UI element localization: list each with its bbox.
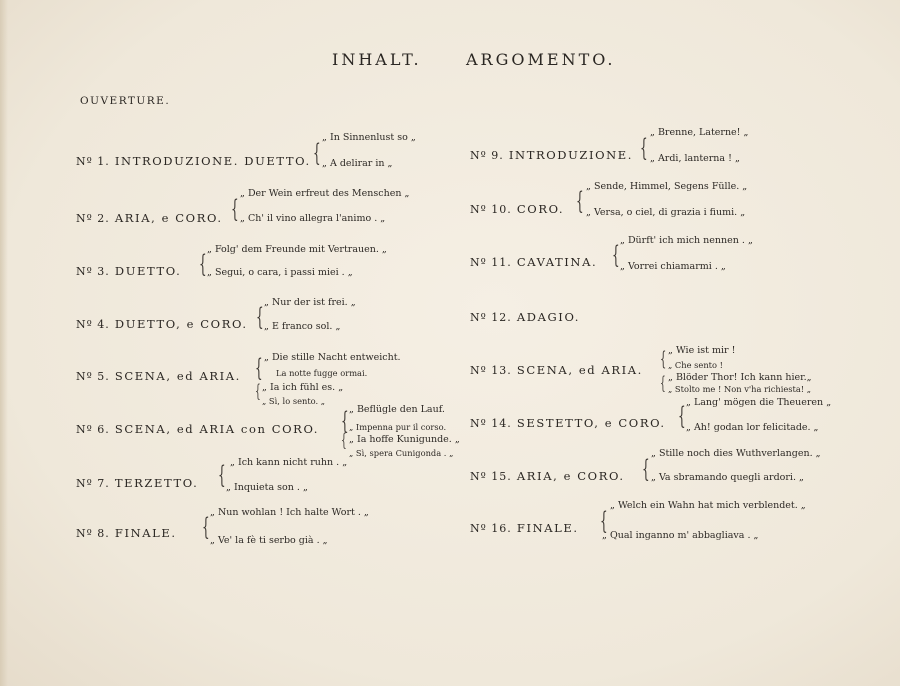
brace-icon: { xyxy=(256,303,264,331)
entry-title: ADAGIO. xyxy=(516,310,581,324)
entry-number: Nº 12. xyxy=(470,311,512,324)
entry-left-6 xyxy=(76,418,319,437)
brace-icon: { xyxy=(231,195,239,223)
brace-icon: { xyxy=(255,381,261,402)
incipit-line: „ Ich kann nicht ruhn . „ xyxy=(230,457,348,468)
entry-title: FINALE. xyxy=(516,521,579,535)
incipit-line: „ E franco sol. „ xyxy=(264,321,341,332)
incipit-line: „ Brenne, Laterne! „ xyxy=(650,127,749,138)
entry-left-3 xyxy=(76,260,181,279)
entry-left-4 xyxy=(76,313,248,332)
entry-right-9 xyxy=(470,144,633,163)
incipit-line: „ Qual inganno m' abbagliava . „ xyxy=(602,530,759,541)
header-inhalt: INHALT. xyxy=(332,50,422,69)
entry-right-10 xyxy=(470,198,564,217)
entry-number: Nº 9. xyxy=(470,149,504,162)
header-argomento: ARGOMENTO. xyxy=(466,50,616,69)
brace-icon: { xyxy=(576,187,584,215)
incipit-line: „ Inquieta son . „ xyxy=(226,482,308,493)
entry-right-16 xyxy=(470,517,579,536)
brace-icon: { xyxy=(313,139,321,167)
incipit-line: „ Segui, o cara, i passi miei . „ xyxy=(207,267,353,278)
entry-title: CORO. xyxy=(516,202,565,216)
incipit-line: „ Nur der ist frei. „ xyxy=(264,297,356,308)
entry-number: Nº 11. xyxy=(470,256,512,269)
incipit-line: „ Impenna pur il corso. xyxy=(349,422,447,432)
entry-number: Nº 2. xyxy=(76,212,110,225)
brace-icon: { xyxy=(202,513,210,541)
entry-right-12 xyxy=(470,306,580,325)
entry-number: Nº 16. xyxy=(470,522,512,535)
brace-icon: { xyxy=(199,250,207,278)
incipit-line: „ Folg' dem Freunde mit Vertrauen. „ xyxy=(207,244,387,255)
entry-left-7 xyxy=(76,472,198,491)
brace-icon: { xyxy=(255,354,263,382)
brace-icon: { xyxy=(341,407,349,435)
entry-title: ARIA, e CORO. xyxy=(114,211,223,225)
brace-icon: { xyxy=(640,134,648,162)
entry-title: CAVATINA. xyxy=(516,255,598,269)
entry-number: Nº 15. xyxy=(470,470,512,483)
entry-title: INTRODUZIONE. xyxy=(508,148,634,162)
overture-label: OUVERTURE. xyxy=(80,95,171,107)
brace-icon: { xyxy=(660,373,666,394)
incipit-line: „ In Sinnenlust so „ xyxy=(322,132,416,143)
incipit-line: „ Lang' mögen die Theueren „ xyxy=(686,397,832,408)
entry-number: Nº 7. xyxy=(76,477,110,490)
entry-title: TERZETTO. xyxy=(114,476,199,490)
entry-left-5 xyxy=(76,365,241,384)
incipit-line: „ Ia hoffe Kunigunde. „ xyxy=(349,434,460,445)
entry-left-2 xyxy=(76,207,223,226)
entry-title: ARIA, e CORO. xyxy=(516,469,625,483)
incipit-line: „ Va sbramando quegli ardori. „ xyxy=(651,472,804,483)
entry-right-13 xyxy=(470,359,643,378)
incipit-line: „ Welch ein Wahn hat mich verblendet. „ xyxy=(610,500,806,511)
incipit-line: „ Ah! godan lor felicitade. „ xyxy=(686,422,819,433)
incipit-line: „ Dürft' ich mich nennen . „ xyxy=(620,235,753,246)
incipit-line: „ A delirar in „ xyxy=(322,158,393,169)
incipit-line: „ Ch' il vino allegra l'animo . „ xyxy=(240,213,386,224)
incipit-line: „ Der Wein erfreut des Menschen „ xyxy=(240,188,410,199)
entry-number: Nº 3. xyxy=(76,265,110,278)
incipit-line: La notte fugge ormai. xyxy=(276,368,368,378)
entry-title: INTRODUZIONE. DUETTO. xyxy=(114,154,311,168)
entry-number: Nº 4. xyxy=(76,318,110,331)
incipit-line: „ Die stille Nacht entweicht. xyxy=(264,352,401,363)
entry-title: DUETTO. xyxy=(114,264,182,278)
brace-icon: { xyxy=(341,430,347,451)
incipit-line: „ Wie ist mir ! xyxy=(668,345,736,356)
incipit-line: „ Nun wohlan ! Ich halte Wort . „ xyxy=(210,507,369,518)
entry-title: SCENA, ed ARIA. xyxy=(114,369,241,383)
entry-number: Nº 5. xyxy=(76,370,110,383)
incipit-line: „ Ia ich fühl es. „ xyxy=(262,382,344,393)
page-edge-shadow xyxy=(0,0,8,686)
incipit-line: „ Ardi, lanterna ! „ xyxy=(650,153,740,164)
brace-icon: { xyxy=(642,455,650,483)
brace-icon: { xyxy=(678,402,686,430)
incipit-line: „ Che sento ! xyxy=(668,360,723,370)
entry-title: DUETTO, e CORO. xyxy=(114,317,248,331)
entry-title: SCENA, ed ARIA. xyxy=(516,363,643,377)
entry-number: Nº 14. xyxy=(470,417,512,430)
incipit-line: „ Sì, lo sento. „ xyxy=(262,396,326,406)
entry-number: Nº 1. xyxy=(76,155,110,168)
brace-icon: { xyxy=(612,241,620,269)
entry-number: Nº 10. xyxy=(470,203,512,216)
incipit-line: „ Stille noch dies Wuthverlangen. „ xyxy=(651,448,821,459)
entry-title: FINALE. xyxy=(114,526,177,540)
entry-right-14 xyxy=(470,412,666,431)
entry-number: Nº 6. xyxy=(76,423,110,436)
entry-title: SCENA, ed ARIA con CORO. xyxy=(114,422,320,436)
entry-right-15 xyxy=(470,465,625,484)
entry-right-11 xyxy=(470,251,597,270)
incipit-line: „ Sende, Himmel, Segens Fülle. „ xyxy=(586,181,748,192)
incipit-line: „ Beflügle den Lauf. xyxy=(349,404,445,415)
entry-title: SESTETTO, e CORO. xyxy=(516,416,666,430)
incipit-line: „ Sì, spera Cunigonda . „ xyxy=(349,448,454,458)
brace-icon: { xyxy=(660,346,667,370)
brace-icon: { xyxy=(600,507,608,535)
entry-number: Nº 13. xyxy=(470,364,512,377)
incipit-line: „ Stolto me ! Non v'ha richiesta! „ xyxy=(668,384,812,394)
incipit-line: „ Blöder Thor! Ich kann hier.„ xyxy=(668,372,812,383)
entry-left-1 xyxy=(76,150,311,169)
incipit-line: „ Ve' la fè ti serbo già . „ xyxy=(210,535,328,546)
brace-icon: { xyxy=(218,461,226,489)
entry-left-8 xyxy=(76,522,177,541)
incipit-line: „ Versa, o ciel, di grazia i fiumi. „ xyxy=(586,207,746,218)
entry-number: Nº 8. xyxy=(76,527,110,540)
incipit-line: „ Vorrei chiamarmi . „ xyxy=(620,261,726,272)
